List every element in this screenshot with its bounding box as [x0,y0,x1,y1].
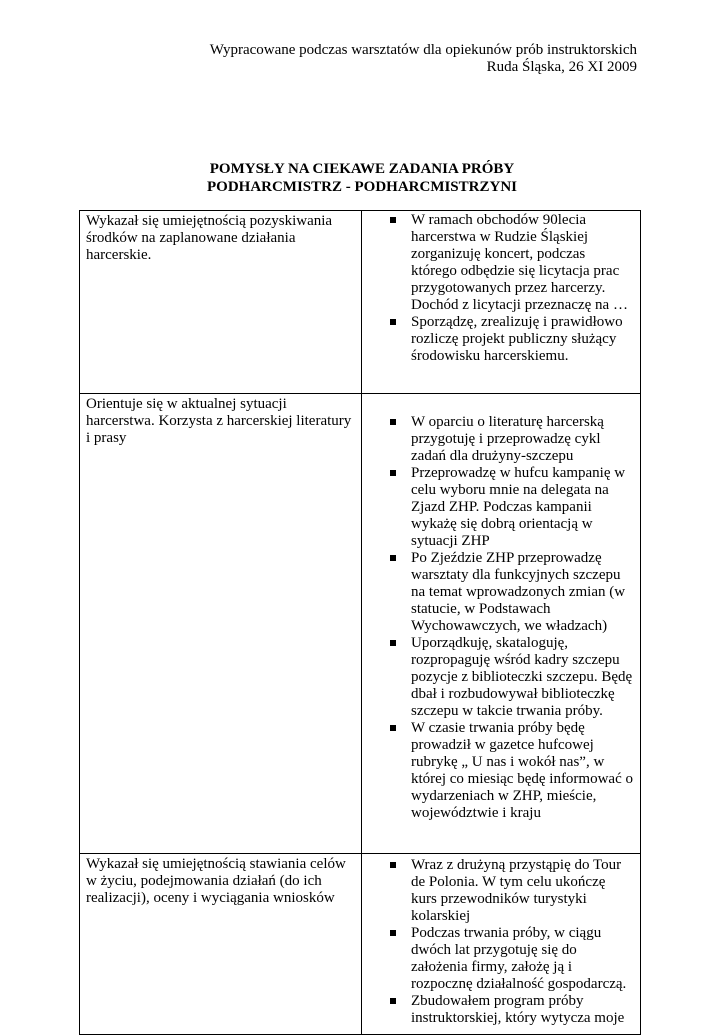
criterion-text: Wykazał się umiejętnością pozyskiwania środków na zaplanowane działania harcerskie. [86,213,333,263]
ideas-cell [362,854,641,1035]
criterion-text: Orientuje się w aktualnej sytuacji harcerstwa. Korzysta z harcerskiej literatury i prasy [86,396,352,446]
list-item: Uporządkuję, skataloguję, rozpropaguję wśród kadry szczepu pozycje z biblioteczki szczepu. Będę dbał i rozbudowywał biblioteczkę szczepu w takcie trwania próby. [382,635,634,720]
ideas-cell [362,211,641,394]
page-title [0,160,724,196]
ideas-list [362,414,640,822]
header-place-date: Ruda Śląska, 26 XI 2009 [486,59,637,75]
title-line-2: PODHARCMISTRZ - PODHARCMISTRZYNI [206,179,517,195]
list-item: Wraz z drużyną przystąpię do Tour de Polonia. W tym celu ukończę kurs przewodników turystyki kolarskiej [382,857,634,925]
criterion-text: Wykazał się umiejętnością stawiania celów w życiu, podejmowania działań (do ich realizacji), oceny i wyciągania wniosków [86,856,346,906]
list-item: Po Zjeździe ZHP przeprowadzę warsztaty dla funkcyjnych szczepu na temat wprowadzonych zmian (w statucie, w Podstawach Wychowawczych, we władzach) [382,550,634,635]
table-row [80,211,641,394]
list-item: Zbudowałem program próby instruktorskiej, który wytycza moje [382,993,634,1027]
criterion-cell [80,211,362,394]
ideas-list [362,212,640,365]
document-header [210,42,637,76]
ideas-list [362,857,640,1027]
tasks-table [79,210,641,1035]
list-item: Przeprowadzę w hufcu kampanię w celu wyboru mnie na delegata na Zjazd ZHP. Podczas kampanii wykażę się dobrą orientacją w sytuacji ZHP [382,465,634,550]
criterion-cell [80,854,362,1035]
ideas-cell [362,394,641,854]
table-row [80,394,641,854]
list-item: W ramach obchodów 90lecia harcerstwa w Rudzie Śląskiej zorganizuję koncert, podczas którego odbędzie się licytacja prac przygotowanych przez harcerzy. Dochód z licytacji przeznaczę na … [382,212,634,314]
list-item: W czasie trwania próby będę prowadził w gazetce hufcowej rubrykę „ U nas i wokół nas”, w której co miesiąc będę informować o wydarzeniach w ZHP, mieście, województwie i kraju [382,720,634,822]
title-line-1: POMYSŁY NA CIEKAWE ZADANIA PRÓBY [209,161,515,177]
list-item: Podczas trwania próby, w ciągu dwóch lat przygotuję się do założenia firmy, założę ją i rozpocznę działalność gospodarczą. [382,925,634,993]
list-item: W oparciu o literaturę harcerską przygotuję i przeprowadzę cykl zadań dla drużyny-szczepu [382,414,634,465]
header-workshop-note: Wypracowane podczas warsztatów dla opiekunów prób instruktorskich [209,42,637,58]
list-item: Sporządzę, zrealizuję i prawidłowo rozliczę projekt publiczny służący środowisku harcerskiemu. [382,314,634,365]
table-row [80,854,641,1035]
criterion-cell [80,394,362,854]
